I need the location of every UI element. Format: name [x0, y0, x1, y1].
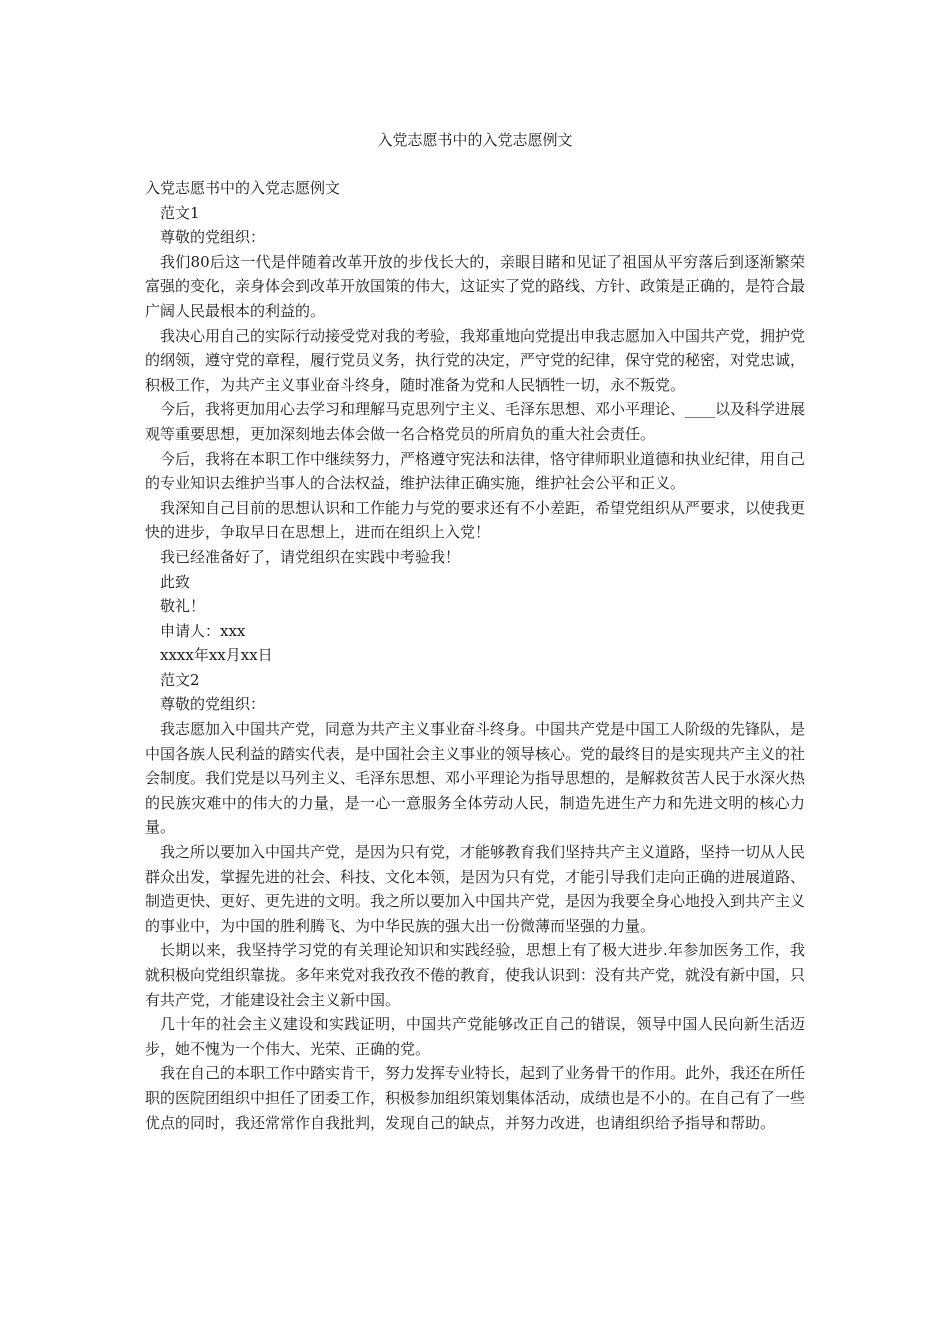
sample-1-paragraph: 今后，我将在本职工作中继续努力，严格遵守宪法和法律，恪守律师职业道德和执业纪律，用自己的专业知识去维护当事人的合法权益，维护法律正确实施，维护社会公平和正义。 — [145, 449, 806, 493]
sample-1-applicant: 申请人：xxx — [160, 621, 246, 640]
sample-1-regards: 敬礼！ — [160, 597, 206, 616]
sample-2-paragraph: 我之所以要加入中国共产党，是因为只有党，才能够教育我们坚持共产主义道路，坚持一切从人民群众出发，掌握先进的社会、科技、文化本领，是因为只有党，才能引导我们走向正确的进展道路、制造更快、更好、更先进的文明。我之所以要加入中国共产党，是因为我要全身心地投入到共产主义的事业中，为中国的胜利腾飞、为中华民族的强大出一份微薄而坚强的力量。 — [145, 843, 806, 935]
sample-1-label: 范文1 — [160, 203, 200, 222]
sample-2-paragraph: 我志愿加入中国共产党，同意为共产主义事业奋斗终身。中国共产党是中国工人阶级的先锋队，是中国各族人民利益的踏实代表，是中国社会主义事业的领导核心。党的最终目的是实现共产主义的社会制度。我们党是以马列主义、毛泽东思想、邓小平理论为指导思想的，是解救贫苦人民于水深火热的民族灾难中的伟大的力量，是一心一意服务全体劳动人民，制造先进生产力和先进文明的核心力量。 — [145, 720, 806, 837]
sample-1-paragraph: 我们80后这一代是伴随着改革开放的步伐长大的，亲眼目睹和见证了祖国从平穷落后到逐渐繁荣富强的变化，亲身体会到改革开放国策的伟大，这证实了党的路线、方针、政策是正确的，是符合最广阔人民最根本的利益的。 — [145, 252, 806, 320]
sample-2-label: 范文2 — [160, 670, 200, 689]
sample-1-closing: 此致 — [160, 572, 191, 591]
sample-2-salutation: 尊敬的党组织： — [160, 695, 266, 714]
sample-1-paragraph: 我已经准备好了，请党组织在实践中考验我！ — [160, 547, 461, 566]
document-body — [145, 176, 805, 1135]
sample-1-paragraph: 今后，我将更加用心去学习和理解马克思列宁主义、毛泽东思想、邓小平理论、____以及科学进展观等重要思想，更加深刻地去体会做一名合格党员的所肩负的重大社会责任。 — [145, 400, 806, 443]
document-subtitle: 入党志愿书中的入党志愿例文 — [145, 179, 341, 197]
sample-2-paragraph: 我在自己的本职工作中踏实肯干，努力发挥专业特长，起到了业务骨干的作用。此外，我还在所任职的医院团组织中担任了团委工作，积极参加组织策划集体活动，成绩也是不小的。在自己有了一些优点的同时，我还常常作自我批判，发现自己的缺点，并努力改进，也请组织给予指导和帮助。 — [145, 1064, 806, 1132]
sample-1-paragraph: 我深知自己目前的思想认识和工作能力与党的要求还有不小差距，希望党组织从严要求，以使我更快的进步，争取早日在思想上，进而在组织上入党！ — [145, 498, 806, 542]
sample-1-paragraph: 我决心用自己的实际行动接受党对我的考验，我郑重地向党提出申我志愿加入中国共产党，拥护党的纲领，遵守党的章程，履行党员义务，执行党的决定，严守党的纪律，保守党的秘密，对党忠诚，积极工作，为共产主义事业奋斗终身，随时准备为党和人民牺牲一切，永不叛党。 — [145, 326, 806, 394]
document-title: 入党志愿书中的入党志愿例文 — [377, 131, 573, 149]
sample-2-paragraph: 长期以来，我坚持学习党的有关理论知识和实践经验，思想上有了极大进步.年参加医务工作，我就积极向党组织靠拢。多年来党对我孜孜不倦的教育，使我认识到：没有共产党，就没有新中国，只有共产党，才能建设社会主义新中国。 — [145, 941, 806, 1009]
sample-2-paragraph: 几十年的社会主义建设和实践证明，中国共产党能够改正自己的错误，领导中国人民向新生活迈步，她不愧为一个伟大、光荣、正确的党。 — [145, 1015, 805, 1058]
sample-1-date: xxxx年xx月xx日 — [160, 646, 273, 665]
sample-1-salutation: 尊敬的党组织： — [160, 228, 266, 247]
